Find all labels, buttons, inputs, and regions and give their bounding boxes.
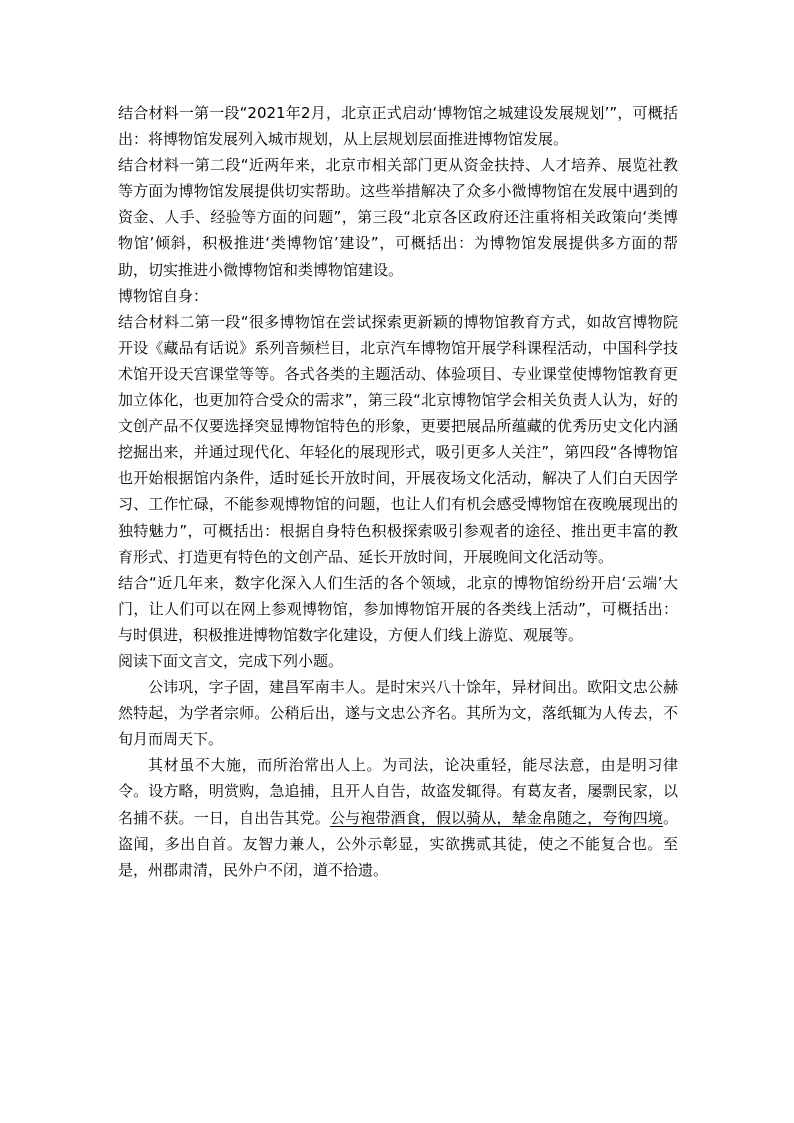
document-page — [118, 100, 678, 883]
paragraph-reading-instruction: 阅读下面文言文，完成下列小题。 — [118, 651, 344, 670]
classical-text-after: 。盗闻，多出自首。友智力兼人，公外示彰显，实欲携贰其徒，使之不能复合也。至是，州郡肃清，民外户不闭，道不拾遗。 — [118, 808, 678, 879]
paragraph-museum-itself-heading: 博物馆自身： — [118, 286, 209, 305]
paragraph-material-two: 结合材料二第一段“很多博物馆在尝试探索更新颖的博物馆教育方式，如故宫博物院开设《藏品有话说》系列音频栏目，北京汽车博物馆开展学科课程活动，中国科学技术馆开设天宫课堂等等。各式各类的主题活动、体验项目、专业课堂使博物馆教育更加立体化，也更加符合受众的需求”，第三段“北京博物馆学会相关负责人认为，好的文创产品不仅要选择突显博物馆特色的形象，更要把展品所蕴藏的优秀历史文化内涵挖掘出来，并通过现代化、年轻化的展现形式，吸引更多人关注”，第四段“各博物馆也开始根据馆内条件，适时延长开放时间，开展夜场文化活动，解决了人们白天因学习、工作忙碌，不能参观博物馆的问题，也让人们有机会感受博物馆在夜晚展现出的独特魅力”，可概括出：根据自身特色积极探索吸引参观者的途径、推出更丰富的教育形式、打造更有特色的文创产品、延长开放时间，开展晚间文化活动等。 — [118, 312, 678, 566]
paragraph-classical-first: 公讳巩，字子固，建昌军南丰人。是时宋兴八十馀年，异材间出。欧阳文忠公赫然特起，为学者宗师。公稍后出，遂与文忠公齐名。其所为文，落纸辄为人传去，不旬月而周天下。 — [118, 678, 678, 749]
underlined-sentence: 公与袍带酒食，假以骑从，辇金帛随之，夸徇四境 — [329, 808, 663, 827]
paragraph-digital: 结合“近几年来，数字化深入人们生活的各个领域，北京的博物馆纷纷开启‘云端’大门，让人们可以在网上参观博物馆，参加博物馆开展的各类线上活动”，可概括出：与时俱进，积极推进博物馆数字化建设，方便人们线上游览、观展等。 — [118, 573, 678, 644]
paragraph-material-one-second: 结合材料一第二段“近两年来，北京市相关部门更从资金扶持、人才培养、展览社教等方面为博物馆发展提供切实帮助。这些举措解决了众多小微博物馆在发展中遇到的资金、人手、经验等方面的问题”，第三段“北京各区政府还注重将相关政策向‘类博物馆’倾斜，积极推进‘类博物馆’建设”，可概括出：为博物馆发展提供多方面的帮助，切实推进小微博物馆和类博物馆建设。 — [118, 156, 678, 279]
paragraph-classical-second — [118, 752, 678, 882]
classical-text-before: 其材虽不大施，而所治常出人上。为司法，论决重轻，能尽法意，由是明习律令。设方略，明赏购，急追捕，且开人自告，故盗发辄得。有葛友者，屡剽民家，以名捕不获。一日，自出告其党。 — [118, 756, 678, 827]
paragraph-material-one-first: 结合材料一第一段“2021年2月，北京正式启动‘博物馆之城建设发展规划’”，可概括出：将博物馆发展列入城市规划，从上层规划层面推进博物馆发展。 — [118, 104, 678, 149]
